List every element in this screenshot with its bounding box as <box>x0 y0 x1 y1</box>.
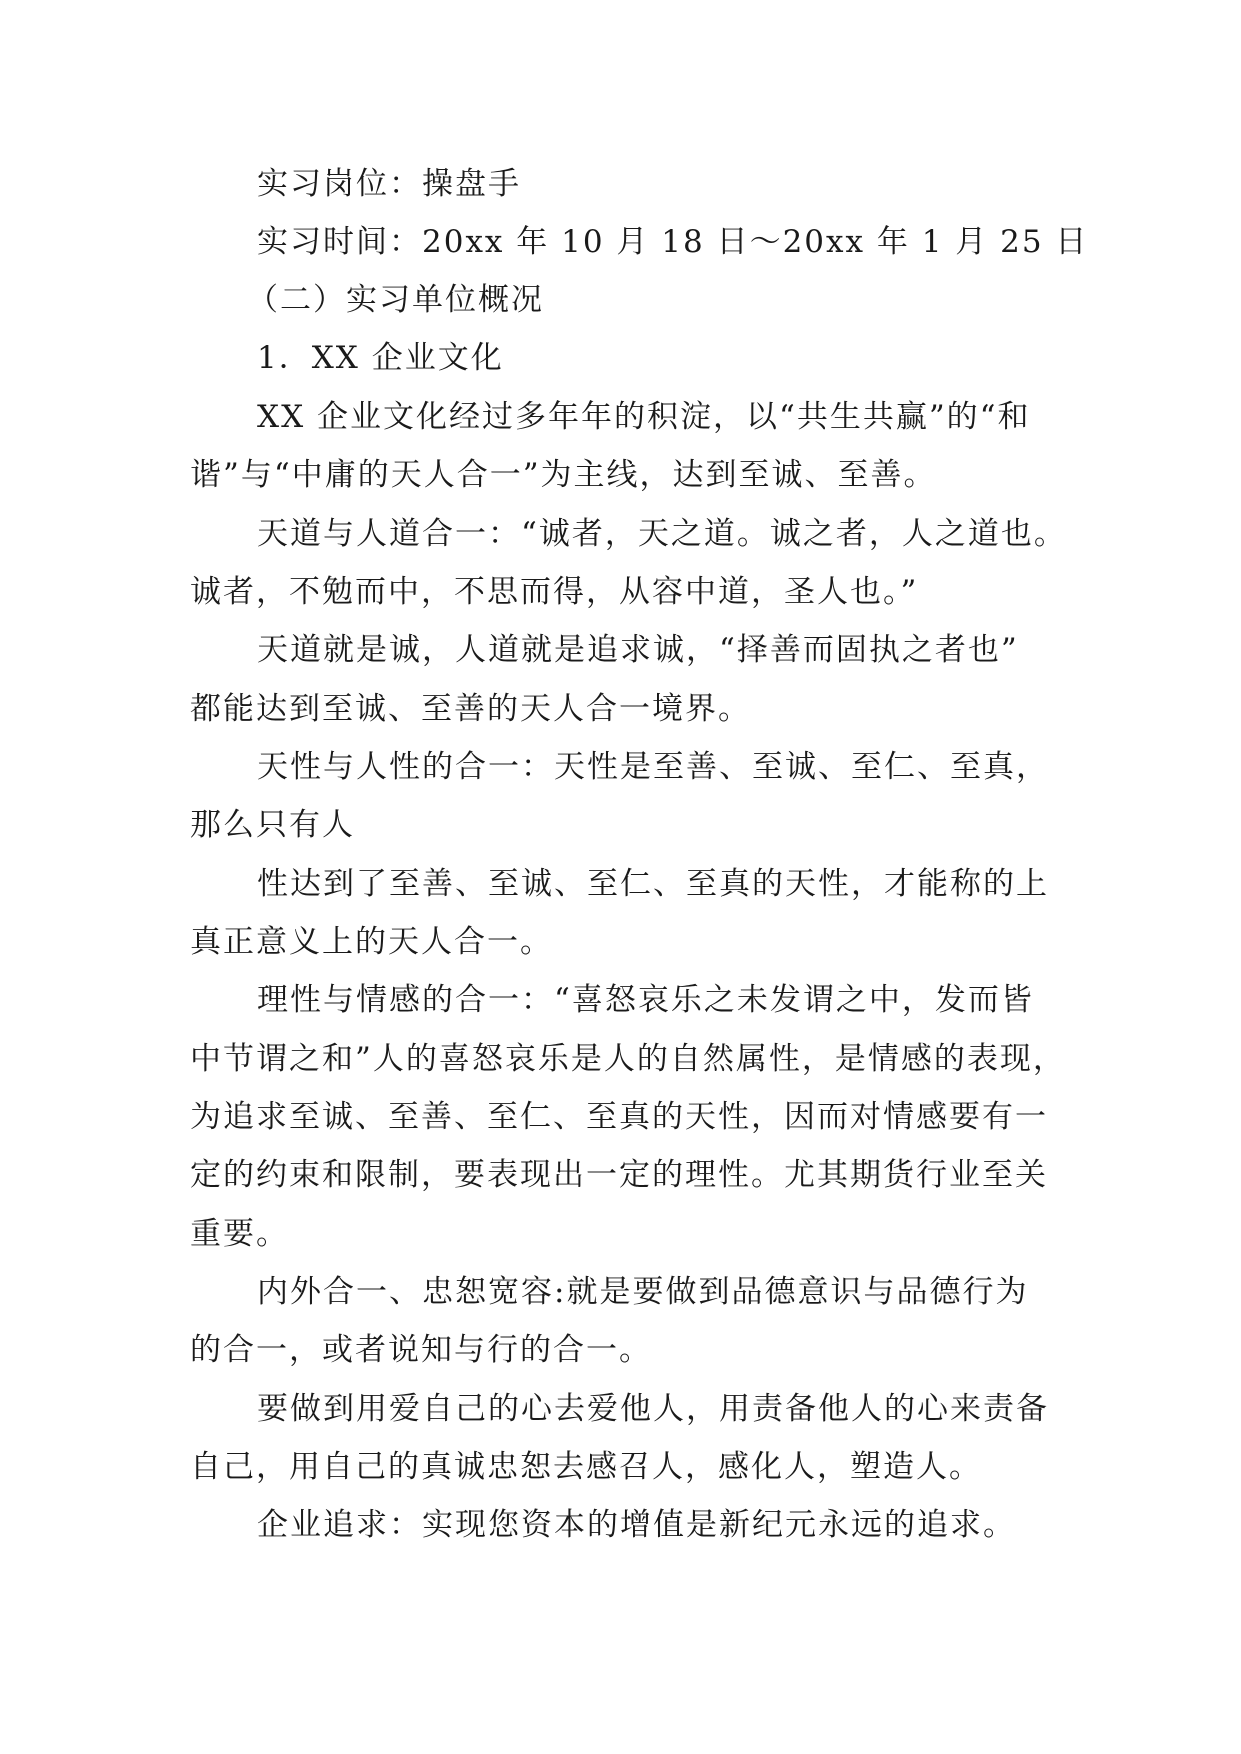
paragraph-line: 性达到了至善、至诚、至仁、至真的天性，才能称的上 <box>257 866 1049 902</box>
paragraph-line: 企业追求：实现您资本的增值是新纪元永远的追求。 <box>257 1507 1016 1543</box>
paragraph-line: 自己，用自己的真诚忠恕去感召人，感化人，塑造人。 <box>190 1449 982 1485</box>
paragraph-line: 真正意义上的天人合一。 <box>190 924 553 960</box>
paragraph-line: 定的约束和限制，要表现出一定的理性。尤其期货行业至关 <box>190 1157 1048 1193</box>
internship-period-line: 实习时间：20xx 年 10 月 18 日～20xx 年 1 月 25 日 <box>257 224 1089 260</box>
paragraph-line: 内外合一、忠恕宽容:就是要做到品德意识与品德行为 <box>257 1274 1029 1310</box>
paragraph-line: 为追求至诚、至善、至仁、至真的天性，因而对情感要有一 <box>190 1099 1048 1135</box>
paragraph-line: 天道就是诚，人道就是追求诚，“择善而固执之者也” <box>257 632 1019 668</box>
paragraph-line: XX 企业文化经过多年年的积淀，以“共生共赢”的“和 <box>257 399 1031 435</box>
paragraph-line: 都能达到至诚、至善的天人合一境界。 <box>190 691 751 727</box>
subsection-heading: 1．XX 企业文化 <box>257 340 504 376</box>
paragraph-line: 中节谓之和”人的喜怒哀乐是人的自然属性，是情感的表现， <box>190 1041 1066 1077</box>
paragraph-line: 理性与情感的合一：“喜怒哀乐之未发谓之中，发而皆 <box>257 982 1034 1018</box>
paragraph-line: 天道与人道合一：“诚者，天之道。诚之者，人之道也。 <box>257 516 1067 552</box>
section-heading: （二）实习单位概况 <box>247 282 544 318</box>
paragraph-line: 天性与人性的合一：天性是至善、至诚、至仁、至真， <box>257 749 1049 785</box>
paragraph-line: 谐”与“中庸的天人合一”为主线，达到至诚、至善。 <box>190 457 937 493</box>
paragraph-line: 要做到用爱自己的心去爱他人，用责备他人的心来责备 <box>257 1391 1049 1427</box>
paragraph-line: 的合一，或者说知与行的合一。 <box>190 1332 652 1368</box>
internship-position-line: 实习岗位：操盘手 <box>257 166 521 202</box>
paragraph-line: 诚者，不勉而中，不思而得，从容中道，圣人也。” <box>190 574 919 610</box>
paragraph-line: 那么只有人 <box>190 807 355 843</box>
paragraph-line: 重要。 <box>190 1216 289 1252</box>
